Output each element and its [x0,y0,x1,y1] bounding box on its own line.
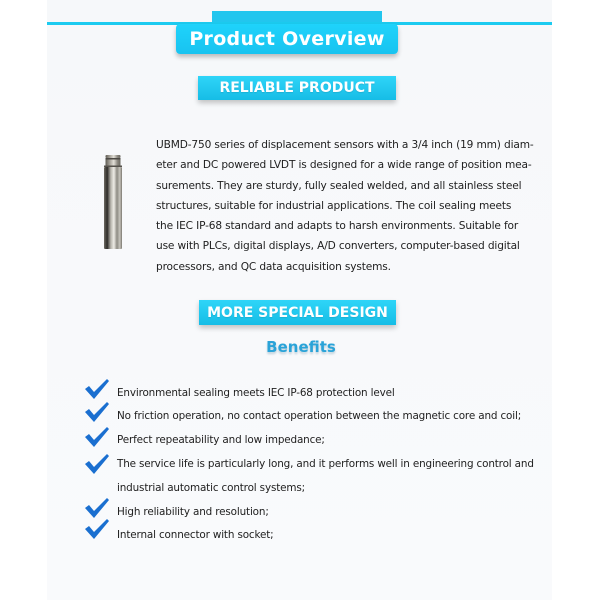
checkmark-icon [84,426,110,448]
section-title-more-special-design: MORE SPECIAL DESIGN [199,300,396,325]
description-line: structures, suitable for industrial applications. The coil sealing meets [156,199,512,212]
description-line: the IEC IP-68 standard and adapts to harsh environments. Suitable for [156,220,519,233]
checkmark-icon [84,378,110,400]
benefit-item-continuation: industrial automatic control systems; [117,482,305,494]
sensor-body [104,167,122,249]
sensor-product-image [103,155,123,249]
checkmark-icon [84,497,110,519]
page-title: Product Overview [176,24,398,54]
benefits-heading: Benefits [266,338,336,356]
checkmark-icon [84,401,110,423]
description-line: UBMD-750 series of displacement sensors with a 3/4 inch (19 mm) diam- [156,139,534,151]
sensor-shoulder [104,166,122,168]
benefit-item: The service life is particularly long, and it performs well in engineering control and [117,458,534,470]
benefit-item: Perfect repeatability and low impedance; [117,434,325,446]
description-line: processors, and QC data acquisition systems. [156,260,391,273]
description-line: surements. They are sturdy, fully sealed welded, and all stainless steel [156,179,522,192]
description-line: eter and DC powered LVDT is designed for a wide range of position mea- [156,159,532,172]
product-description [156,135,536,277]
checkmark-icon [84,518,110,540]
checkmark-icon [84,453,110,475]
sensor-connector-cap [106,155,121,158]
description-line: use with PLCs, digital displays, A/D converters, computer-based digital [156,240,520,253]
benefit-item: Environmental sealing meets IEC IP-68 protection level [117,387,395,399]
section-title-reliable-product: RELIABLE PRODUCT [198,76,396,100]
sensor-connector-thread [106,160,121,166]
benefit-item: No friction operation, no contact operation between the magnetic core and coil; [117,410,522,422]
benefit-item: High reliability and resolution; [117,506,269,518]
benefit-item: Internal connector with socket; [117,529,274,541]
sensor-connector-groove [106,158,121,160]
